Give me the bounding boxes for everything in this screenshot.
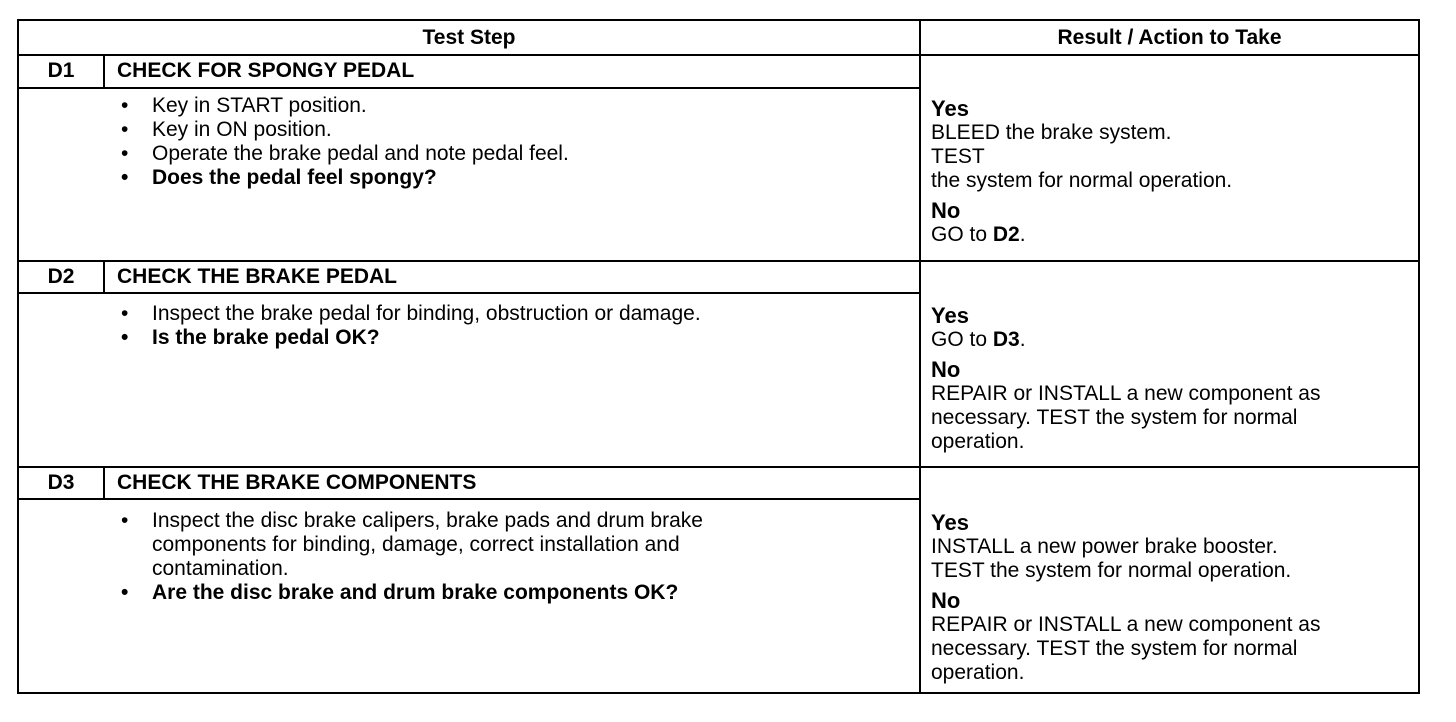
result-no-prefix: GO to: [931, 223, 993, 246]
bullet-question: • Are the disc brake and drum brake components OK?: [115, 581, 815, 605]
result-yes-prefix: GO to: [931, 328, 993, 351]
step-header-line-d3: [19, 498, 919, 500]
diagnostic-table: [17, 19, 1420, 694]
bullet-item: • Inspect the brake pedal for binding, obstruction or damage.: [115, 302, 835, 326]
result-yes-line: the system for normal operation.: [931, 169, 1233, 192]
result-d2: [931, 304, 1417, 454]
step-id-d2: D2: [47, 265, 75, 288]
step-title-d2: CHECK THE BRAKE PEDAL: [117, 265, 398, 288]
step-bullets-d1: [115, 94, 835, 190]
result-no-action: [931, 223, 1417, 247]
step-header-line-d1: [19, 87, 919, 89]
result-yes-line: TEST: [931, 145, 985, 168]
step-id-divider-d2: [103, 262, 105, 293]
result-no-label: No: [931, 588, 961, 613]
result-no-label: No: [931, 198, 961, 223]
result-yes-action: [931, 328, 1417, 352]
result-yes-ref: D3: [992, 328, 1020, 351]
step-id-divider-d1: [103, 56, 105, 88]
column-divider: [919, 21, 921, 692]
result-yes-line: BLEED the brake system.: [931, 121, 1172, 144]
result-yes-label: Yes: [931, 96, 969, 121]
step-id-d3: D3: [47, 471, 75, 494]
bullet-item: • Inspect the disc brake calipers, brake pads and drum brake components for binding, damage, correct installation and contamination.: [115, 509, 815, 581]
result-no-line: necessary. TEST the system for normal: [931, 406, 1298, 429]
header-result-action: Result / Action to Take: [1057, 26, 1282, 49]
result-d1: [931, 97, 1417, 247]
result-no-ref: D2: [992, 223, 1020, 246]
result-yes-line: INSTALL a new power brake booster.: [931, 535, 1278, 558]
step-title-d3: CHECK THE BRAKE COMPONENTS: [117, 471, 477, 494]
bullet-item: • Key in START position.: [115, 94, 835, 118]
step-title-d1: CHECK FOR SPONGY PEDAL: [117, 59, 415, 82]
step-bullets-d3: [115, 509, 815, 605]
result-d3: [931, 511, 1417, 685]
result-yes-suffix: .: [1019, 328, 1026, 351]
row-divider-d2-d3: [19, 466, 1418, 468]
bullet-question: • Is the brake pedal OK?: [115, 326, 835, 350]
bullet-item: • Key in ON position.: [115, 118, 835, 142]
result-no-suffix: .: [1019, 223, 1026, 246]
step-header-line-d2: [19, 292, 919, 294]
step-id-d1: D1: [47, 59, 75, 82]
result-yes-label: Yes: [931, 303, 969, 328]
result-yes-line: TEST the system for normal operation.: [931, 559, 1292, 582]
result-no-label: No: [931, 357, 961, 382]
step-bullets-d2: [115, 302, 835, 350]
header-test-step: Test Step: [422, 26, 516, 49]
result-no-line: necessary. TEST the system for normal: [931, 637, 1298, 660]
result-no-line: REPAIR or INSTALL a new component as: [931, 613, 1321, 636]
bullet-item: • Operate the brake pedal and note pedal feel.: [115, 142, 835, 166]
result-no-line: operation.: [931, 661, 1025, 684]
result-yes-label: Yes: [931, 510, 969, 535]
row-divider-d1-d2: [19, 260, 1418, 262]
step-id-divider-d3: [103, 468, 105, 499]
result-no-line: REPAIR or INSTALL a new component as: [931, 382, 1321, 405]
bullet-question: • Does the pedal feel spongy?: [115, 166, 835, 190]
result-no-line: operation.: [931, 430, 1025, 453]
